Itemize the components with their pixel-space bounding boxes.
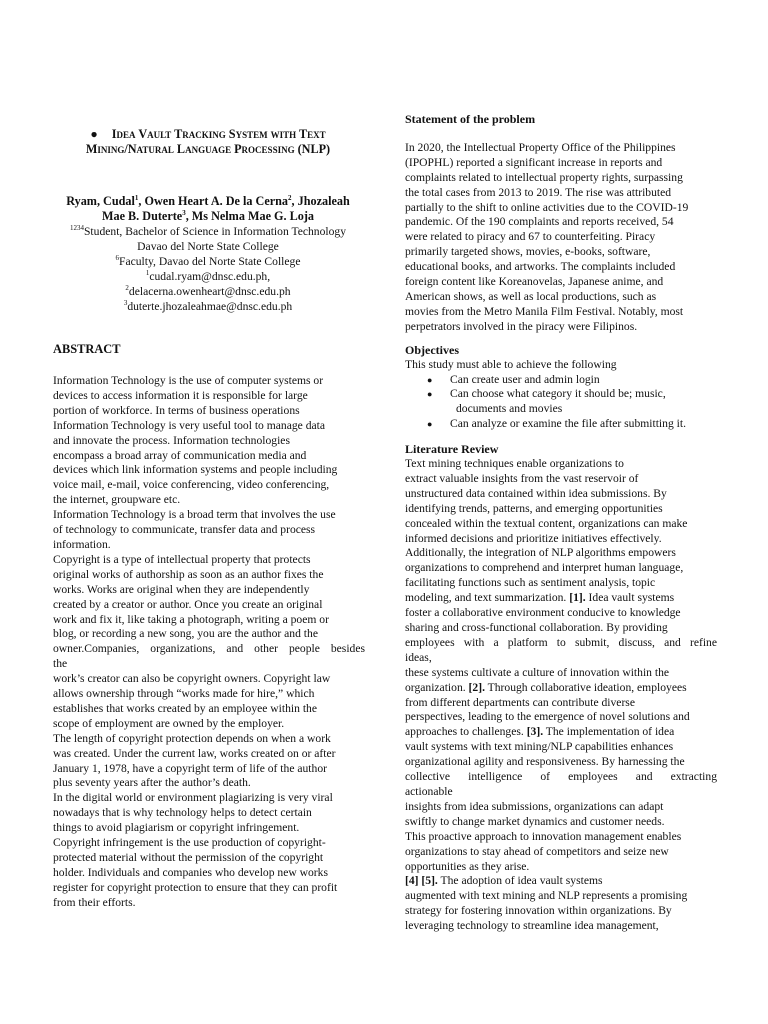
- problem-line: were related to piracy and 67 to counterfeiting. Piracy: [405, 230, 656, 244]
- objectives-list: [405, 373, 717, 433]
- lit-line: augmented with text mining and NLP represents a promising: [405, 889, 688, 903]
- lit-line: from different departments can contribute diverse: [405, 695, 635, 709]
- abstract-line: holder. Individuals and companies who develop new works: [53, 865, 328, 879]
- abstract-line: Information Technology is very useful tool to manage data: [53, 418, 325, 432]
- lit-line: perspectives, leading to the emergence of novel solutions and: [405, 710, 690, 724]
- lit-line: foster a collaborative environment conducive to knowledge: [405, 606, 681, 620]
- lit-text: The implementation of idea: [543, 725, 675, 739]
- problem-body: [405, 141, 717, 335]
- abstract-line: owner.Companies, organizations, and other people besides: [53, 642, 365, 656]
- affiliation-text: Student, Bachelor of Science in Information Technology: [83, 225, 347, 238]
- lit-line: This proactive approach to innovation management enables: [405, 829, 682, 843]
- abstract-line: voice mail, e-mail, voice conferencing, video conferencing,: [53, 478, 330, 492]
- abstract-line: devices to access information it is responsible for large: [53, 388, 308, 402]
- abstract-line: devices which link information systems and people including: [53, 463, 338, 477]
- author-name: Ryam, Cudal: [66, 194, 135, 208]
- problem-line: complaints related to intellectual property rights, surpassing: [405, 170, 683, 184]
- abstract-line: the internet, groupware etc.: [53, 493, 181, 507]
- lit-text: The adoption of idea vault systems: [437, 874, 603, 888]
- abstract-line: from their efforts.: [53, 895, 136, 909]
- author-name: , Owen Heart A. De la Cerna: [138, 194, 289, 208]
- lit-line: organizations to comprehend and interpret human language,: [405, 561, 684, 575]
- objective-item: [405, 387, 717, 417]
- problem-line: the total cases from 2013 to 2019. The rise was attributed: [405, 185, 672, 199]
- lit-line: [405, 591, 717, 606]
- objective-item: [405, 373, 717, 388]
- objective-text: Can analyze or examine the file after submitting it.: [450, 417, 686, 431]
- abstract-line: and innovate the process. Information technologies: [53, 433, 290, 447]
- author-name: Mae B. Duterte: [102, 209, 183, 223]
- abstract-line: Information Technology is the use of computer systems or: [53, 374, 324, 387]
- lit-text: Through collaborative ideation, employees: [484, 680, 687, 694]
- lit-line: vault systems with text mining/NLP capabilities enhances: [405, 740, 674, 754]
- author-sup: 1: [134, 193, 139, 202]
- abstract-line: The length of copyright protection depends on when a work: [53, 731, 331, 745]
- title-bullet: ●: [90, 127, 98, 141]
- problem-line: partially to the shift to online activities due to the COVID-19: [405, 200, 689, 214]
- lit-line: [405, 725, 717, 740]
- title-line-1: Idea Vault Tracking System with Text: [111, 127, 326, 141]
- lit-line: extract valuable insights from the vast reservoir of: [405, 471, 639, 485]
- abstract-line: works. Works are original when they are independently: [53, 582, 310, 596]
- abstract-line: portion of workforce. In terms of business operations: [53, 403, 300, 417]
- problem-line: In 2020, the Intellectual Property Office of the Philippines: [405, 140, 676, 154]
- abstract-line: Copyright infringement is the use production of copyright-: [53, 836, 326, 850]
- lit-line: ideas,: [405, 650, 432, 664]
- abstract-line: work and fix it, like taking a photograph, writing a poem or: [53, 612, 329, 626]
- faculty-affiliation: [53, 254, 363, 269]
- college-affiliation: Davao del Norte State College: [137, 240, 279, 253]
- problem-line: pandemic. Of the 190 complaints and reports received, 54: [405, 215, 674, 229]
- objective-text: Can choose what category it should be; music,: [450, 387, 666, 401]
- lit-text: approaches to challenges.: [405, 725, 527, 739]
- problem-line: movies from the Metro Manila Film Festival. Notably, most: [405, 304, 684, 318]
- email-text: delacerna.owenheart@dnsc.edu.ph: [128, 285, 291, 298]
- lit-line: collective intelligence of employees and extracting: [405, 770, 717, 784]
- problem-line: educational books, and artworks. The complaints included: [405, 260, 676, 274]
- abstract-line: register for copyright protection to ensure that they can profit: [53, 880, 338, 894]
- problem-heading: Statement of the problem: [405, 112, 536, 126]
- abstract-line: of technology to communicate, transfer data and process: [53, 523, 316, 537]
- abstract-line: January 1, 1978, have a copyright term of life of the author: [53, 761, 327, 775]
- abstract-line: was created. Under the current law, works created on or after: [53, 746, 336, 760]
- lit-line: unstructured data contained within idea submissions. By: [405, 486, 667, 500]
- lit-text: Idea vault systems: [585, 591, 675, 605]
- lit-line: these systems cultivate a culture of innovation within the: [405, 665, 670, 679]
- abstract-line: encompass a broad array of communication media and: [53, 448, 307, 462]
- lit-line: actionable: [405, 784, 453, 798]
- abstract-line: allows ownership through “works made for hire,” which: [53, 687, 315, 701]
- lit-line: [405, 681, 717, 696]
- abstract-line: Copyright is a type of intellectual property that protects: [53, 552, 311, 566]
- lit-line: Text mining techniques enable organizations to: [405, 457, 624, 471]
- problem-line: foreign content like Koreanovelas, Japanese anime, and: [405, 275, 664, 289]
- citation-ref[interactable]: [1].: [569, 591, 586, 605]
- abstract-line: plus seventy years after the author’s death.: [53, 776, 251, 790]
- lit-line: leveraging technology to streamline idea management,: [405, 919, 659, 933]
- lit-line: Additionally, the integration of NLP algorithms empowers: [405, 546, 676, 560]
- affiliation-sup: 6: [115, 254, 119, 263]
- abstract-line: In the digital world or environment plagiarizing is very viral: [53, 791, 333, 805]
- abstract-line: Information Technology is a broad term that involves the use: [53, 508, 336, 522]
- lit-line: identifying trends, patterns, and emerging opportunities: [405, 501, 663, 515]
- problem-line: primarily targeted shows, movies, e-books, software,: [405, 245, 651, 259]
- author-name: , Jhozaleah: [291, 194, 350, 208]
- objective-item: [405, 417, 717, 432]
- lit-text: modeling, and text summarization.: [405, 591, 570, 605]
- lit-line: [405, 874, 717, 889]
- lit-line: insights from idea submissions, organizations can adapt: [405, 799, 664, 813]
- abstract-body: [53, 374, 365, 911]
- citation-ref[interactable]: [4] [5].: [405, 874, 438, 888]
- author-sup: 2: [288, 193, 292, 202]
- email-sup: 3: [123, 299, 128, 308]
- email-sup: 1: [145, 269, 150, 278]
- lit-line: concealed within the textual content, organizations can make: [405, 516, 688, 530]
- problem-line: perpetrators involved in the piracy were Filipinos.: [405, 319, 638, 333]
- paper-title: [53, 127, 363, 157]
- affiliation-text: Faculty, Davao del Norte State College: [119, 255, 301, 268]
- objective-text: Can create user and admin login: [450, 372, 600, 386]
- abstract-line: original works of authorship as soon as an author fixes the: [53, 567, 324, 581]
- lit-line: opportunities as they arise.: [405, 859, 530, 873]
- lit-line: swiftly to change market dynamics and customer needs.: [405, 814, 665, 828]
- lit-line: informed decisions and prioritize initiatives effectively.: [405, 531, 662, 545]
- author-names-line-2: [53, 209, 363, 224]
- author-names-line-1: [53, 194, 363, 209]
- literature-heading: Literature Review: [405, 442, 499, 457]
- abstract-line: scope of employment are owned by the employer.: [53, 716, 285, 730]
- email-2: [53, 284, 363, 299]
- lit-text: organization.: [405, 680, 469, 694]
- literature-body: [405, 457, 717, 934]
- abstract-line: things to avoid plagiarism or copyright infringement.: [53, 821, 300, 835]
- problem-line: (IPOPHL) reported a significant increase in reports and: [405, 155, 663, 169]
- abstract-line: blog, or recording a new song, you are the author and the: [53, 627, 318, 641]
- email-1: [53, 269, 363, 284]
- abstract-line: establishes that works created by an employee within the: [53, 701, 318, 715]
- lit-line: strategy for fostering innovation within organizations. By: [405, 904, 672, 918]
- title-line-2: Mining/Natural Language Processing (NLP): [85, 142, 331, 156]
- citation-ref[interactable]: [3].: [526, 725, 544, 739]
- email-text: cudal.ryam@dnsc.edu.ph,: [149, 270, 271, 283]
- abstract-line: information.: [53, 537, 111, 551]
- abstract-line: created by a creator or author. Once you create an original: [53, 597, 323, 611]
- abstract-line: protected material without the permission of the copyright: [53, 851, 324, 864]
- lit-line: sharing and cross-functional collaboration. By providing: [405, 621, 668, 634]
- email-3: [53, 299, 363, 314]
- student-affiliation: [53, 224, 363, 239]
- email-text: duterte.jhozaleahmae@dnsc.edu.ph: [127, 300, 293, 313]
- lit-line: facilitating functions such as sentiment analysis, topic: [405, 576, 656, 590]
- author-sup: 3: [182, 208, 186, 217]
- objectives-heading: Objectives: [405, 342, 459, 357]
- abstract-line: the: [53, 657, 68, 671]
- abstract-heading: ABSTRACT: [53, 342, 121, 356]
- abstract-line: nowadays that is why technology helps to detect certain: [53, 806, 312, 820]
- lit-line: organizations to stay ahead of competitors and seize new: [405, 844, 669, 858]
- abstract-line: work’s creator can also be copyright owners. Copyright law: [53, 672, 331, 686]
- right-column: [405, 112, 717, 934]
- lit-line: employees with a platform to submit, discuss, and refine: [405, 635, 717, 649]
- problem-line: American shows, as well as local productions, such as: [405, 289, 657, 303]
- citation-ref[interactable]: [2].: [468, 680, 485, 694]
- objectives-intro: This study must able to achieve the following: [405, 357, 617, 371]
- affiliation-sup: 1234: [69, 224, 84, 233]
- lit-line: organizational agility and responsiveness. By harnessing the: [405, 755, 685, 769]
- author-block: [53, 194, 363, 314]
- email-sup: 2: [125, 284, 129, 293]
- objective-text-wrap: documents and movies: [456, 402, 563, 416]
- author-name: , Ms Nelma Mae G. Loja: [185, 209, 314, 223]
